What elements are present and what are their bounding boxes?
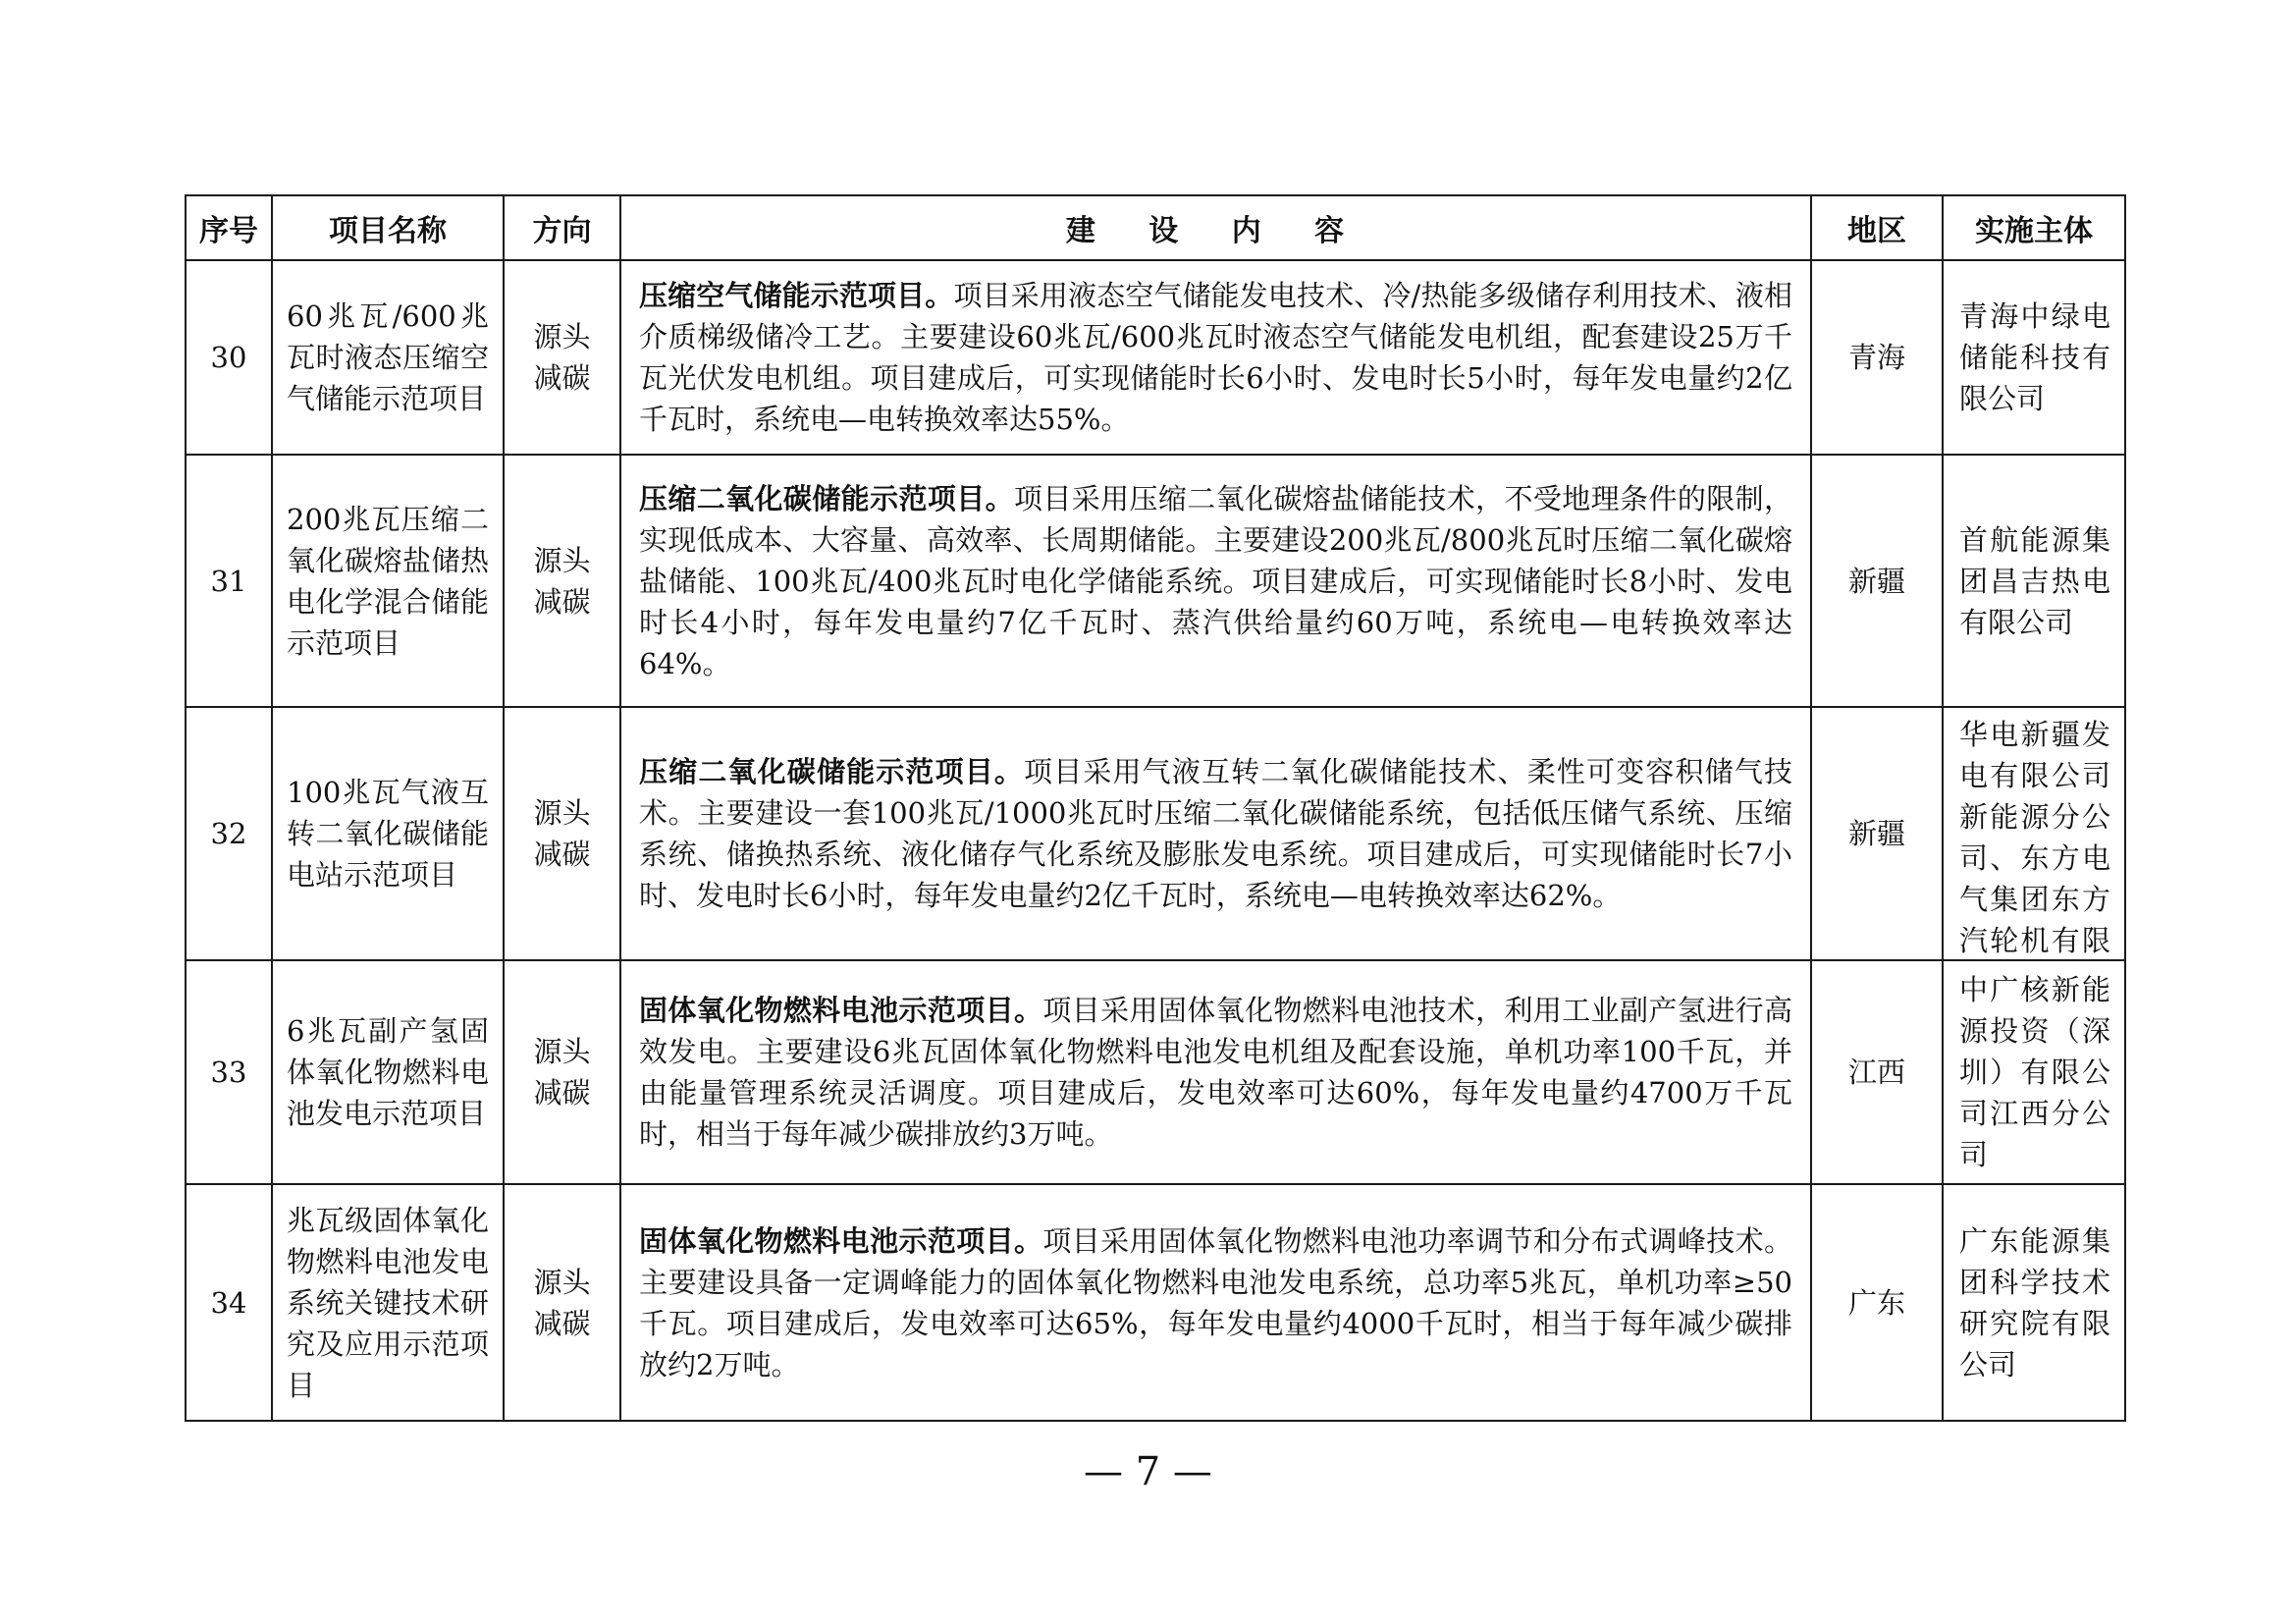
row-project-name: 60兆瓦/600兆瓦时液态压缩空气储能示范项目 bbox=[272, 260, 504, 455]
row-region: 新疆 bbox=[1811, 707, 1943, 960]
row-content-lead: 压缩二氧化碳储能示范项目。 bbox=[639, 481, 1014, 515]
row-content-body: 项目采用气液互转二氧化碳储能技术、柔性可变容积储气技术。主要建设一套100兆瓦/1000兆瓦时压缩二氧化碳储能系统，包括低压储气系统、压缩系统、储换热系统、液化储存气化系统及膨胀发电系统。项目建成后，可实现储能时长7小时、发电时长6小时，每年发电量约2亿千瓦时，系统电—电转换效率达62%。 bbox=[639, 755, 1792, 912]
row-region: 广东 bbox=[1811, 1184, 1943, 1421]
row-project-name: 6兆瓦副产氢固体氧化物燃料电池发电示范项目 bbox=[272, 960, 504, 1184]
row-project-name: 200兆瓦压缩二氧化碳熔盐储热电化学混合储能示范项目 bbox=[272, 455, 504, 707]
row-content-lead: 压缩空气储能示范项目。 bbox=[639, 279, 954, 312]
row-project-name: 兆瓦级固体氧化物燃料电池发电系统关键技术研究及应用示范项目 bbox=[272, 1184, 504, 1421]
table-header-row bbox=[186, 195, 2125, 260]
project-table bbox=[185, 194, 2126, 1422]
row-project-name: 100兆瓦气液互转二氧化碳储能电站示范项目 bbox=[272, 707, 504, 960]
row-content-body: 项目采用压缩二氧化碳熔盐储能技术，不受地理条件的限制，实现低成本、大容量、高效率、长周期储能。主要建设200兆瓦/800兆瓦时压缩二氧化碳熔盐储能、100兆瓦/400兆瓦时电化学储能系统。项目建成后，可实现储能时长8小时、发电时长4小时，每年发电量约7亿千瓦时、蒸汽供给量约60万吨，系统电—电转换效率达64%。 bbox=[639, 481, 1792, 680]
header-org: 实施主体 bbox=[1943, 195, 2125, 260]
row-region: 新疆 bbox=[1811, 455, 1943, 707]
row-org: 首航能源集团昌吉热电有限公司 bbox=[1943, 455, 2125, 707]
table-row bbox=[186, 1184, 2125, 1421]
row-direction bbox=[504, 455, 620, 707]
row-direction-text: 源头减碳 bbox=[533, 796, 591, 871]
row-content bbox=[620, 707, 1811, 960]
table-row bbox=[186, 707, 2125, 960]
row-org: 青海中绿电储能科技有限公司 bbox=[1943, 260, 2125, 455]
row-content bbox=[620, 1184, 1811, 1421]
row-content bbox=[620, 960, 1811, 1184]
row-num: 33 bbox=[186, 960, 272, 1184]
row-direction bbox=[504, 1184, 620, 1421]
row-org: 广东能源集团科学技术研究院有限公司 bbox=[1943, 1184, 2125, 1421]
row-content-body: 项目采用固体氧化物燃料电池功率调节和分布式调峰技术。主要建设具备一定调峰能力的固体氧化物燃料电池发电系统，总功率5兆瓦，单机功率≥50千瓦。项目建成后，发电效率可达65%，每年发电量约4000千瓦时，相当于每年减少碳排放约2万吨。 bbox=[639, 1223, 1792, 1381]
header-region: 地区 bbox=[1811, 195, 1943, 260]
row-direction bbox=[504, 260, 620, 455]
row-region: 江西 bbox=[1811, 960, 1943, 1184]
header-num: 序号 bbox=[186, 195, 272, 260]
row-direction-text: 源头减碳 bbox=[533, 320, 591, 395]
table-row bbox=[186, 455, 2125, 707]
row-num: 31 bbox=[186, 455, 272, 707]
row-org: 中广核新能源投资（深圳）有限公司江西分公司 bbox=[1943, 960, 2125, 1184]
row-num: 30 bbox=[186, 260, 272, 455]
row-content-lead: 压缩二氧化碳储能示范项目。 bbox=[639, 755, 1025, 788]
row-content-lead: 固体氧化物燃料电池示范项目。 bbox=[639, 994, 1043, 1027]
table-row bbox=[186, 960, 2125, 1184]
row-content bbox=[620, 455, 1811, 707]
table-row bbox=[186, 260, 2125, 455]
row-direction-text: 源头减碳 bbox=[533, 1265, 591, 1340]
header-content: 建 设 内 容 bbox=[620, 195, 1811, 260]
row-org-text: 华电新疆发电有限公司新能源分公司、东方电气集团东方汽轮机有限 bbox=[1959, 718, 2110, 953]
row-direction bbox=[504, 707, 620, 960]
row-content bbox=[620, 260, 1811, 455]
row-direction bbox=[504, 960, 620, 1184]
row-content-body: 项目采用固体氧化物燃料电池技术，利用工业副产氢进行高效发电。主要建设6兆瓦固体氧化物燃料电池发电机组及配套设施，单机功率100千瓦，并由能量管理系统灵活调度。项目建成后，发电效率可达60%，每年发电量约4700万千瓦时，相当于每年减少碳排放约3万吨。 bbox=[639, 994, 1792, 1151]
row-direction-text: 源头减碳 bbox=[533, 1035, 591, 1110]
row-num: 32 bbox=[186, 707, 272, 960]
header-direction: 方向 bbox=[504, 195, 620, 260]
header-name: 项目名称 bbox=[272, 195, 504, 260]
page-number: — 7 — bbox=[1084, 1449, 1212, 1494]
row-num: 34 bbox=[186, 1184, 272, 1421]
row-direction-text: 源头减碳 bbox=[533, 543, 591, 619]
row-content-body: 项目采用液态空气储能发电技术、冷/热能多级储存利用技术、液相介质梯级储冷工艺。主要建设60兆瓦/600兆瓦时液态空气储能发电机组，配套建设25万千瓦光伏发电机组。项目建成后，可实现储能时长6小时、发电时长5小时，每年发电量约2亿千瓦时，系统电—电转换效率达55%。 bbox=[639, 279, 1792, 436]
row-region: 青海 bbox=[1811, 260, 1943, 455]
row-content-lead: 固体氧化物燃料电池示范项目。 bbox=[639, 1223, 1043, 1258]
row-org bbox=[1943, 707, 2125, 960]
